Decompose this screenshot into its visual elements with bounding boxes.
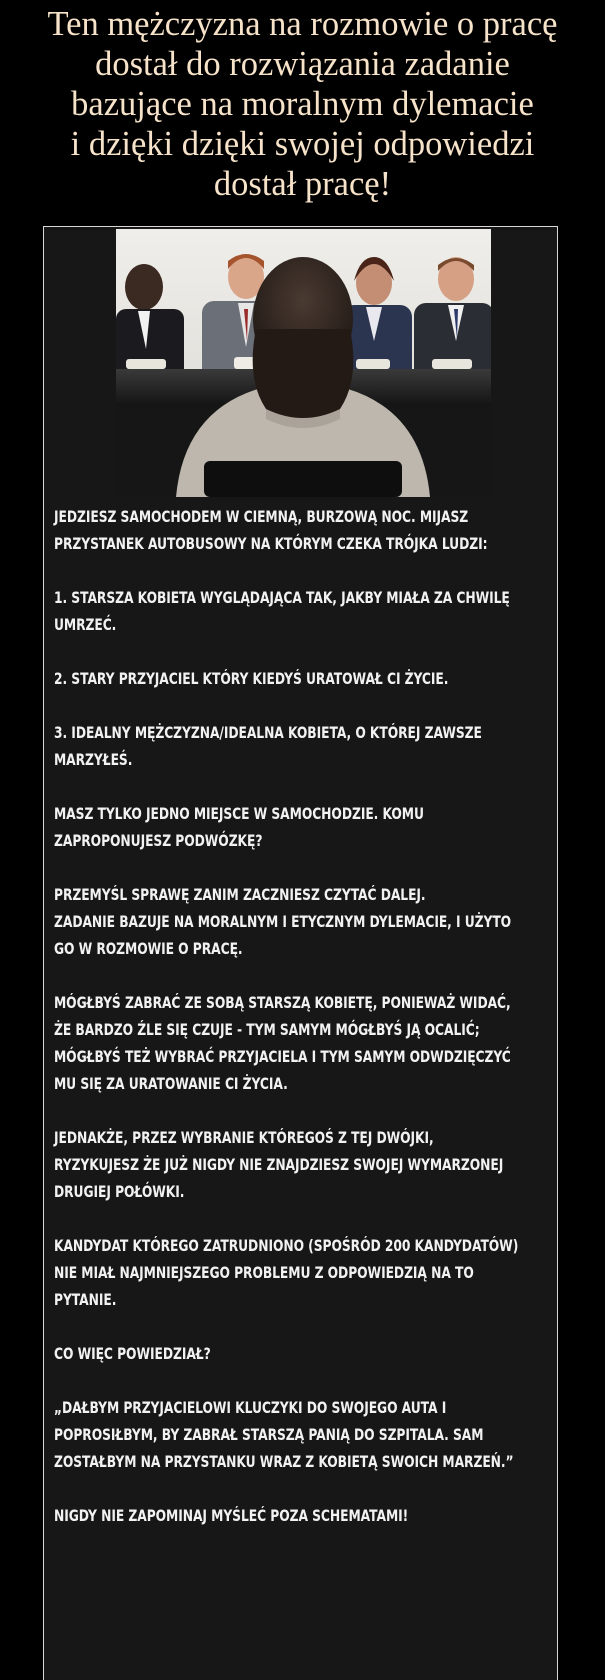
paragraph-option-3: 3. IDEALNY MĘŻCZYZNA/IDEALNA KOBIETA, O KTÓREJ ZAWSZE MARZYŁEŚ. (54, 723, 482, 769)
demotivator-poster (43, 226, 558, 1680)
paragraph-option-1: 1. STARSZA KOBIETA WYGLĄDAJĄCA TAK, JAKBY MIAŁA ZA CHWILĘ UMRZEĆ. (54, 588, 510, 634)
paragraph-what-said: CO WIĘC POWIEDZIAŁ? (54, 1344, 211, 1363)
paragraph-risk: JEDNAKŻE, PRZEZ WYBRANIE KTÓREGOŚ Z TEJ DWÓJKI, RYZYKUJESZ ŻE JUŻ NIGDY NIE ZNAJDZIESZ SWOJEJ WYMARZONEJ DRUGIEJ POŁÓWKI. (54, 1128, 504, 1201)
paragraph-question: MASZ TYLKO JEDNO MIEJSCE W SAMOCHODZIE. KOMU ZAPROPONUJESZ PODWÓZKĘ? (54, 804, 424, 850)
paragraph-analysis: MÓGŁBYŚ ZABRAĆ ZE SOBĄ STARSZĄ KOBIETĘ, PONIEWAŻ WIDAĆ, ŻE BARDZO ŹLE SIĘ CZUJE - TYM SAMYM MÓGŁBYŚ JĄ OCALIĆ; MÓGŁBYŚ TEŻ WYBRAĆ PRZYJACIELA I TYM SAMYM ODWDZIĘCZYĆ MU SIĘ ZA URATOWANIE CI ŻYCIA. (54, 993, 511, 1093)
paragraph-candidate: KANDYDAT KTÓREGO ZATRUDNIONO (SPOŚRÓD 200 KANDYDATÓW) NIE MIAŁ NAJMNIEJSZEGO PROBLEMU Z ODPOWIEDZIĄ NA TO PYTANIE. (54, 1236, 519, 1309)
paragraph-think: PRZEMYŚL SPRAWĘ ZANIM ZACZNIESZ CZYTAĆ DALEJ. ZADANIE BAZUJE NA MORALNYM I ETYCZNYM DYLEMACIE, I UŻYTO GO W ROZMOWIE O PRACĘ. (54, 885, 512, 958)
paragraph-moral: NIGDY NIE ZAPOMINAJ MYŚLEĆ POZA SCHEMATAMI! (54, 1506, 409, 1525)
paragraph-option-2: 2. STARY PRZYJACIEL KTÓRY KIEDYŚ URATOWAŁ CI ŻYCIE. (54, 669, 449, 688)
paragraph-answer: „DAŁBYM PRZYJACIELOWI KLUCZYKI DO SWOJEGO AUTA I POPROSIŁBYM, BY ZABRAŁ STARSZĄ PANIĄ DO SZPITALA. SAM ZOSTAŁBYM NA PRZYSTANKU WRAZ Z KOBIETĄ SWOICH MARZEŃ.” (54, 1398, 514, 1471)
story-text (54, 503, 554, 1556)
paragraph-intro: JEDZIESZ SAMOCHODEM W CIEMNĄ, BURZOWĄ NOC. MIJASZ PRZYSTANEK AUTOBUSOWY NA KTÓRYM CZEKA TRÓJKA LUDZI: (54, 507, 488, 553)
interview-panel-photo (116, 229, 491, 497)
headline: Ten mężczyzna na rozmowie o pracę dostał do rozwiązania zadanie bazujące na moralnym dylemacie i dzięki dzięki swojej odpowiedzi dostał pracę! (47, 5, 558, 203)
